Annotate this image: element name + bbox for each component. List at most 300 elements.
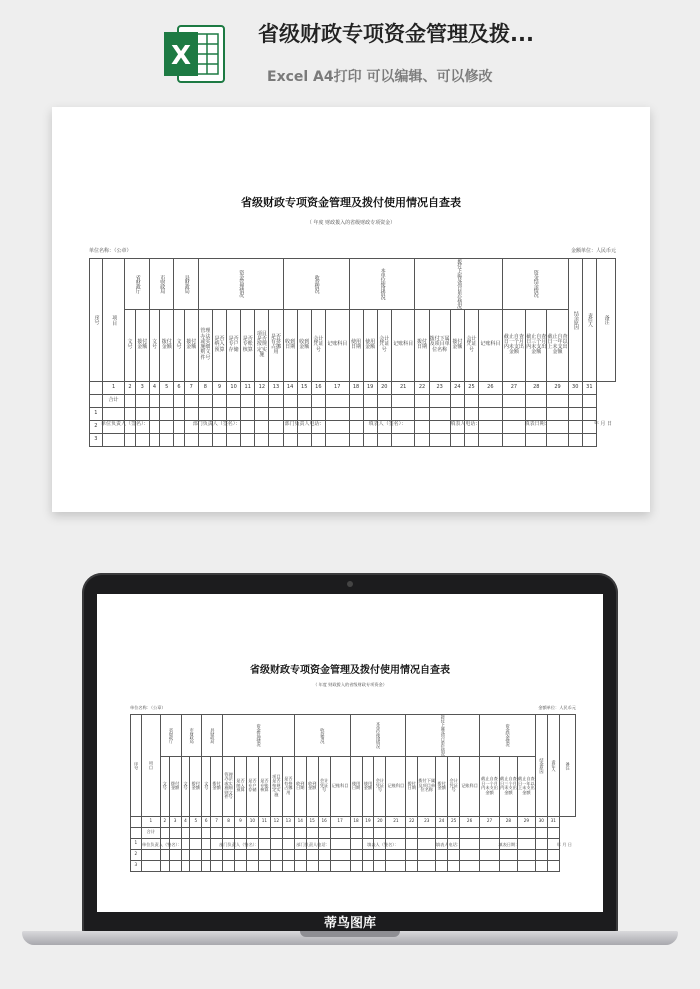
data-cell [282, 827, 294, 838]
table-row [131, 860, 576, 871]
data-cell [362, 827, 374, 838]
number-cell: 9 [235, 816, 247, 827]
sheet-subtitle: （ 年度 财政拨入的省级财政专项资金） [313, 682, 387, 687]
signature-footer [142, 842, 572, 848]
header-provincial: 省财政厅 [160, 715, 181, 757]
header-provincial: 省财政厅 [125, 259, 149, 310]
number-cell: 28 [499, 816, 517, 827]
sheet-subtitle: （ 年度 财政拨入的省级财政专项资金） [306, 220, 396, 226]
header-receipt-sub: 收到金额 [306, 756, 318, 816]
number-cell: 13 [269, 381, 283, 394]
data-cell [436, 860, 448, 871]
watermark: 蒂鸟图库 [323, 916, 376, 931]
header-balance-sub: 截止自查日一年以上未支出金额 [547, 309, 568, 381]
data-cell [535, 827, 547, 838]
data-cell [241, 407, 255, 420]
data-cell [212, 433, 226, 446]
data-cell [480, 827, 500, 838]
number-cell: 22 [406, 816, 418, 827]
header-county: 县财政局 [174, 259, 198, 310]
data-cell [212, 407, 226, 420]
data-cell [202, 827, 211, 838]
data-cell [246, 849, 258, 860]
header-liable: 责任人 [582, 259, 596, 382]
data-cell [386, 827, 406, 838]
header-lower-sub: 拨付下属及项目单位名称 [418, 756, 436, 816]
data-cell [568, 394, 582, 407]
data-cell [125, 433, 135, 446]
row-number: 3 [90, 433, 103, 446]
data-cell [125, 407, 135, 420]
number-cell: 15 [297, 381, 311, 394]
data-cell [517, 849, 535, 860]
row-number: 1 [90, 407, 103, 420]
number-cell: 20 [374, 816, 386, 827]
data-cell [223, 860, 235, 871]
data-cell [406, 860, 418, 871]
data-cell [255, 433, 269, 446]
data-cell [306, 849, 318, 860]
row-number: 3 [131, 860, 142, 871]
number-cell: 15 [306, 816, 318, 827]
footer-field: 年 月 日 [593, 421, 612, 427]
sheet-title: 省级财政专项资金管理及拨付使用情况自查表 [241, 196, 461, 209]
data-cell [418, 849, 436, 860]
header-seq: 序号 [90, 259, 103, 382]
number-cell: 11 [258, 816, 270, 827]
number-cell: 25 [448, 816, 460, 827]
data-cell [235, 849, 247, 860]
data-cell [418, 827, 436, 838]
data-cell [255, 394, 269, 407]
header-doc-no: 文号 [160, 756, 169, 816]
page-header [0, 0, 700, 100]
data-cell [325, 394, 349, 407]
data-cell [499, 849, 517, 860]
data-cell [325, 407, 349, 420]
data-cell [269, 394, 283, 407]
data-cell [318, 827, 330, 838]
header-item: 项 目 [102, 259, 125, 382]
self-check-table [89, 258, 616, 447]
number-cell: 17 [325, 381, 349, 394]
data-cell [160, 849, 169, 860]
header-item: 项 目 [141, 715, 160, 817]
number-cell: 1 [141, 816, 160, 827]
data-cell [269, 433, 283, 446]
header-amount: 拨付金额 [190, 756, 202, 816]
data-cell [363, 394, 377, 407]
data-cell [535, 849, 547, 860]
data-cell [526, 433, 547, 446]
data-cell [499, 827, 517, 838]
footer-field: 填表人电话： [435, 842, 462, 847]
footer-field: 单位负责人（签名）： [142, 842, 182, 847]
data-cell [349, 433, 363, 446]
data-cell [517, 860, 535, 871]
data-cell [169, 849, 181, 860]
data-cell [246, 860, 258, 871]
header-receipt-sub: 收到日期 [283, 309, 297, 381]
data-cell [227, 433, 241, 446]
data-cell [297, 394, 311, 407]
data-cell [499, 860, 517, 871]
data-cell [135, 407, 149, 420]
number-cell [131, 816, 142, 827]
header-mgmt-sub: 是否专账核算 [258, 756, 270, 816]
data-cell [391, 394, 415, 407]
header-liable: 责任人 [547, 715, 559, 817]
data-cell [349, 394, 363, 407]
data-cell [517, 827, 535, 838]
number-cell: 14 [283, 381, 297, 394]
data-cell [270, 827, 282, 838]
data-cell [181, 849, 190, 860]
number-cell: 30 [535, 816, 547, 827]
header-lower-sub: 拨付金额 [436, 756, 448, 816]
number-cell: 12 [255, 381, 269, 394]
data-cell [582, 433, 596, 446]
number-cell: 29 [517, 816, 535, 827]
data-cell [318, 860, 330, 871]
number-cell: 25 [464, 381, 478, 394]
data-cell [547, 433, 568, 446]
data-cell [391, 433, 415, 446]
header-receipt-sub: 会计凭证号 [318, 756, 330, 816]
unit-name-label: 单位名称：（公章） [89, 248, 132, 254]
data-cell [169, 860, 181, 871]
data-cell [547, 849, 559, 860]
data-cell [429, 394, 450, 407]
table-row [90, 407, 616, 420]
header-use-sub: 使用金额 [363, 309, 377, 381]
amount-unit-label: 金额单位：人民币元 [538, 705, 576, 710]
number-cell: 27 [480, 816, 500, 827]
data-cell [330, 849, 350, 860]
header-reason: 结余原因 [568, 259, 582, 382]
header-seq: 序号 [131, 715, 142, 817]
data-cell [464, 407, 478, 420]
data-cell [211, 849, 223, 860]
data-cell [406, 849, 418, 860]
header-amount: 拨付金额 [184, 309, 198, 381]
number-cell [90, 381, 103, 394]
data-cell [160, 394, 174, 407]
data-cell [480, 849, 500, 860]
data-cell [270, 860, 282, 871]
header-amount: 拨付金额 [211, 756, 223, 816]
header-mgmt-sub: 是否专账核算 [241, 309, 255, 381]
data-cell [460, 849, 480, 860]
data-cell [235, 860, 247, 871]
number-cell: 13 [282, 816, 294, 827]
data-cell [547, 860, 559, 871]
data-cell [362, 849, 374, 860]
unit-name-label: 单位名称：（公章） [130, 705, 166, 710]
header-amount: 拨付金额 [135, 309, 149, 381]
data-cell [436, 849, 448, 860]
data-cell [223, 827, 235, 838]
number-cell: 30 [568, 381, 582, 394]
number-cell: 26 [479, 381, 503, 394]
header-remark: 备注 [559, 715, 575, 817]
page-subtitle: Excel A4打印 可以编辑、可以修改 [267, 69, 493, 85]
number-cell: 12 [270, 816, 282, 827]
data-cell [306, 827, 318, 838]
data-cell [418, 860, 436, 871]
header-doc-no: 文号 [181, 756, 190, 816]
header-unit-use: 本单位使用情况 [349, 259, 415, 310]
data-cell [479, 407, 503, 420]
footer-field: 填表人（签名）： [368, 421, 407, 427]
data-cell [90, 394, 103, 407]
data-cell [374, 849, 386, 860]
data-cell [479, 433, 503, 446]
header-remark: 备注 [596, 259, 615, 382]
sheet-preview [52, 107, 650, 512]
data-cell [374, 827, 386, 838]
header-balance-sub: 截止自查日一个月内未支出金额 [480, 756, 500, 816]
number-cell: 6 [202, 816, 211, 827]
header-mgmt-sub: 项目是否按规定实施 [270, 756, 282, 816]
header-lower-use: 拨付下属及项目单位情况 [415, 259, 502, 310]
header-receipt-sub: 记账科目 [325, 309, 349, 381]
data-cell [377, 394, 391, 407]
data-cell [448, 860, 460, 871]
number-cell: 9 [212, 381, 226, 394]
signature-footer [101, 420, 612, 427]
number-cell: 10 [246, 816, 258, 827]
camera-icon [347, 581, 353, 587]
data-cell [149, 433, 159, 446]
data-cell [311, 394, 325, 407]
data-cell [246, 827, 258, 838]
number-cell: 16 [318, 816, 330, 827]
data-cell [160, 860, 169, 871]
header-mgmt-sub: 是否有挤占挪用 [282, 756, 294, 816]
data-cell [349, 407, 363, 420]
data-cell [198, 394, 212, 407]
data-cell [184, 433, 198, 446]
data-cell [306, 860, 318, 871]
data-cell [448, 849, 460, 860]
header-lower-sub: 拨付日期 [406, 756, 418, 816]
data-cell [582, 407, 596, 420]
header-receipt: 收款情况 [283, 259, 349, 310]
data-cell [350, 827, 362, 838]
header-unit-use: 本单位使用情况 [350, 715, 406, 757]
data-cell [502, 407, 526, 420]
header-balance-sub: 截止自查日一个月内未支出金额 [502, 309, 526, 381]
data-cell [325, 433, 349, 446]
page-title: 省级财政专项资金管理及拨... [258, 22, 534, 46]
data-cell [311, 433, 325, 446]
data-cell [582, 394, 596, 407]
number-cell: 8 [223, 816, 235, 827]
data-cell [211, 827, 223, 838]
data-cell [282, 849, 294, 860]
data-cell [141, 849, 160, 860]
header-doc-no: 文号 [125, 309, 135, 381]
data-cell [190, 849, 202, 860]
header-use-sub: 使用日期 [350, 756, 362, 816]
footer-field: 年 月 日 [556, 842, 572, 847]
number-cell: 18 [349, 381, 363, 394]
number-cell: 14 [294, 816, 306, 827]
header-mgmt-sub: 是否有挤占挪用 [269, 309, 283, 381]
number-cell: 19 [362, 816, 374, 827]
header-balance-sub: 截止自查日三个月内未支出金额 [499, 756, 517, 816]
header-balance: 资金结余情况 [480, 715, 536, 757]
data-cell [190, 827, 202, 838]
header-balance: 资金结余情况 [502, 259, 568, 310]
data-cell [568, 433, 582, 446]
header-use-sub: 记账科目 [386, 756, 406, 816]
data-cell [294, 827, 306, 838]
data-cell [198, 407, 212, 420]
number-cell: 16 [311, 381, 325, 394]
number-cell: 23 [418, 816, 436, 827]
number-cell: 6 [174, 381, 184, 394]
number-cell: 5 [160, 381, 174, 394]
data-cell [202, 849, 211, 860]
data-cell [211, 860, 223, 871]
data-cell [386, 849, 406, 860]
data-cell [102, 433, 125, 446]
number-cell: 7 [184, 381, 198, 394]
number-cell: 3 [135, 381, 149, 394]
data-cell [547, 827, 559, 838]
amount-unit-label: 金额单位：人民币元 [570, 248, 616, 254]
data-cell [464, 394, 478, 407]
data-cell [169, 827, 181, 838]
header-mgmt-sub: 是否专户存储 [246, 756, 258, 816]
row-number: 2 [131, 849, 142, 860]
header-city: 市财政局 [181, 715, 202, 757]
data-cell [362, 860, 374, 871]
data-cell [181, 827, 190, 838]
data-cell [297, 433, 311, 446]
data-cell [330, 827, 350, 838]
number-cell: 18 [350, 816, 362, 827]
data-cell [386, 860, 406, 871]
data-cell [429, 433, 450, 446]
data-cell [479, 394, 503, 407]
data-cell [141, 860, 160, 871]
excel-icon [162, 22, 226, 86]
header-city: 市财政局 [149, 259, 173, 310]
data-cell [241, 394, 255, 407]
data-cell [547, 394, 568, 407]
data-cell [227, 407, 241, 420]
data-cell [297, 407, 311, 420]
header-doc-no: 文号 [174, 309, 184, 381]
data-cell [212, 394, 226, 407]
footer-field: 部门负责人（签名）： [192, 421, 241, 427]
header-doc-no: 文号 [202, 756, 211, 816]
number-cell: 2 [125, 381, 135, 394]
number-cell: 22 [415, 381, 429, 394]
header-reason: 结余原因 [535, 715, 547, 817]
header-lower-sub: 记账科目 [479, 309, 503, 381]
header-mgmt-sub: 项目是否按规定实施 [255, 309, 269, 381]
number-cell: 24 [436, 816, 448, 827]
number-cell: 28 [526, 381, 547, 394]
header-lower-sub: 拨付金额 [450, 309, 464, 381]
data-cell [460, 860, 480, 871]
data-cell [448, 827, 460, 838]
footer-field: 填表日期： [524, 421, 550, 427]
data-cell [184, 394, 198, 407]
number-cell: 4 [149, 381, 159, 394]
header-use-sub: 使用金额 [362, 756, 374, 816]
data-cell [160, 407, 174, 420]
header-mgmt-sub: 管理办法或实施细则文件号 [198, 309, 212, 381]
header-receipt-sub: 记账科目 [330, 756, 350, 816]
data-cell [568, 407, 582, 420]
data-cell [235, 827, 247, 838]
number-cell: 11 [241, 381, 255, 394]
header-lower-sub: 记账科目 [460, 756, 480, 816]
header-lower-sub: 拨付日期 [415, 309, 429, 381]
laptop-screen [97, 594, 603, 912]
data-cell [255, 407, 269, 420]
data-cell [160, 827, 169, 838]
data-cell [363, 433, 377, 446]
row-number: 1 [131, 838, 142, 849]
footer-field: 单位负责人（签名）： [101, 421, 149, 427]
data-cell [149, 407, 159, 420]
data-cell [377, 433, 391, 446]
sheet-title: 省级财政专项资金管理及拨付使用情况自查表 [250, 665, 450, 676]
data-cell [363, 407, 377, 420]
data-cell [535, 860, 547, 871]
total-label: 合计 [141, 827, 160, 838]
header-amount: 拨付金额 [169, 756, 181, 816]
data-cell [526, 407, 547, 420]
data-cell [102, 407, 125, 420]
total-label: 合计 [102, 394, 125, 407]
data-cell [125, 394, 135, 407]
data-cell [311, 407, 325, 420]
data-cell [174, 433, 184, 446]
header-lower-sub: 会计凭证号 [448, 756, 460, 816]
header-fund-mgmt: 资金管理情况 [223, 715, 295, 757]
data-cell [526, 394, 547, 407]
row-number: 2 [90, 420, 103, 433]
data-cell [241, 433, 255, 446]
number-cell: 5 [190, 816, 202, 827]
header-use-sub: 会计凭证号 [374, 756, 386, 816]
data-cell [135, 394, 149, 407]
data-cell [391, 407, 415, 420]
number-cell: 21 [391, 381, 415, 394]
data-cell [181, 860, 190, 871]
data-cell [450, 394, 464, 407]
data-cell [460, 827, 480, 838]
data-cell [415, 394, 429, 407]
number-cell: 26 [460, 816, 480, 827]
number-cell: 2 [160, 816, 169, 827]
data-cell [374, 860, 386, 871]
number-cell: 27 [502, 381, 526, 394]
header-mgmt-sub: 是否纳入预算 [235, 756, 247, 816]
data-cell [429, 407, 450, 420]
data-cell [198, 433, 212, 446]
header-mgmt-sub: 管理办法或实施细则文件号 [223, 756, 235, 816]
data-cell [174, 407, 184, 420]
laptop-notch [300, 931, 400, 937]
